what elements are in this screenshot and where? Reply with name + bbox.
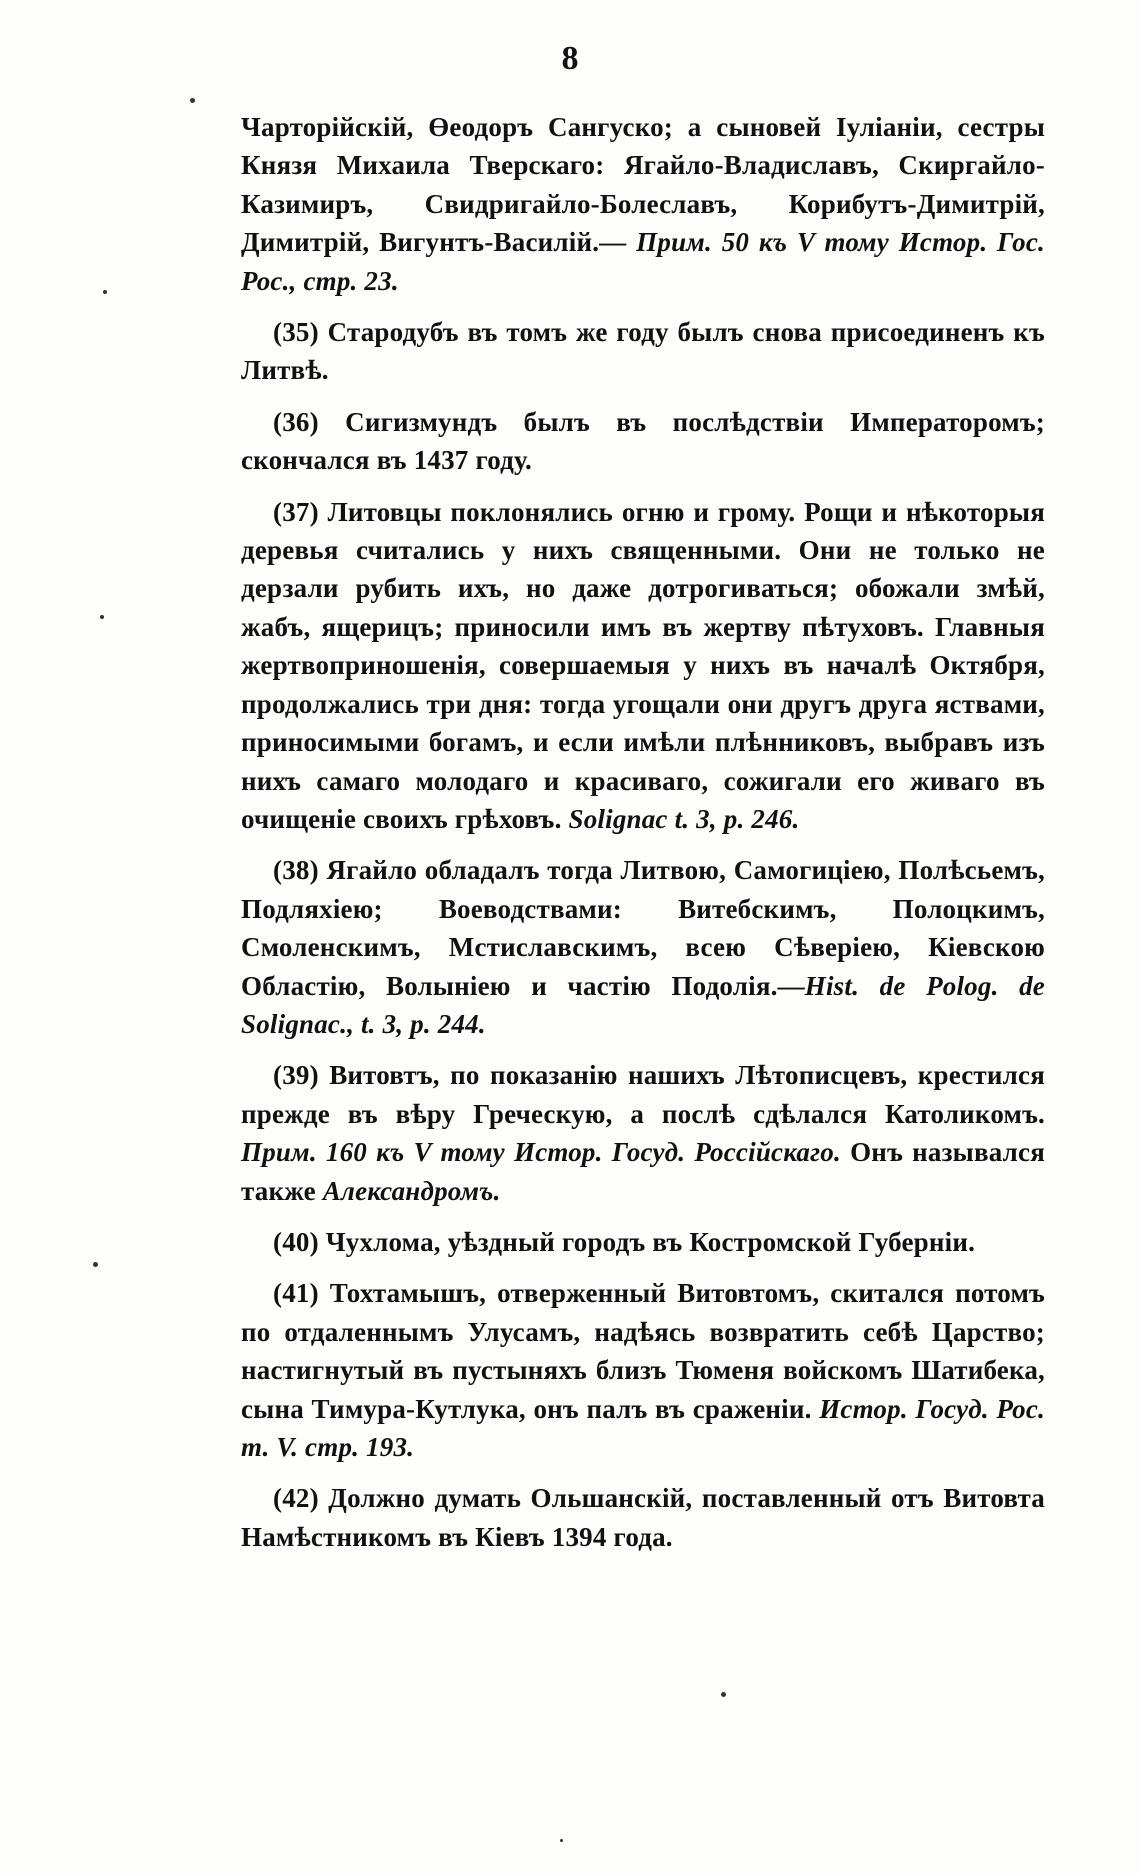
scan-speck	[721, 1692, 726, 1697]
note-citation: Истор. Госуд. Рос. т. V. стр. 193.	[241, 1393, 1045, 1462]
note-text: (40) Чухлома, уѣздный городъ въ Костромской Губерніи.	[273, 1226, 976, 1257]
note-citation: Прим. 160 къ V тому Истор. Госуд. Россійскаго.	[241, 1137, 841, 1168]
scan-speck	[560, 1839, 563, 1842]
footnotes-text	[241, 108, 1045, 1569]
note-text: (42) Должно думать Ольшанскій, поставленный отъ Витовта Намѣстникомъ въ Кіевъ 1394 года.	[241, 1483, 1045, 1552]
note-40	[241, 1223, 1045, 1261]
note-text: (38) Ягайло обладалъ тогда Литвою, Самогиціею, Полѣсьемъ, Подляхіею; Воеводствами: Витебскимъ, Полоцкимъ, Смоленскимъ, Мстиславскимъ, всею Сѣверіею, Кіевскою Областію, Волыніею и частію Подолія.—	[241, 855, 1045, 1001]
note-41	[241, 1274, 1045, 1466]
scan-speck	[100, 615, 104, 619]
note-text: (41) Тохтамышъ, отверженный Витовтомъ, скитался потомъ по отдаленнымъ Улусамъ, надѣясь возвратить себѣ Царство; настигнутый въ пустыняхъ близъ Тюменя войскомъ Шатибека, сына Тимура-Кутлука, онъ палъ въ сраженіи.	[241, 1278, 1045, 1424]
note-continuation	[241, 108, 1045, 300]
scan-speck	[103, 290, 107, 294]
note-35	[241, 313, 1045, 390]
note-text: (36) Сигизмундъ былъ въ послѣдствіи Императоромъ; скончался въ 1437 году.	[241, 406, 1045, 476]
note-text: Чарторійскій, Өеодоръ Сангуско; а сыновей Іуліаніи, сестры Князя Михаила Тверскаго: Ягайло-Владиславъ, Скиргайло-Казимиръ, Свидригайло-Болеславъ, Корибутъ-Димитрій, Димитрій, Вигунтъ-Василій.—	[241, 112, 1045, 258]
note-text: (37) Литовцы поклонялись огню и грому. Рощи и нѣкоторыя деревья считались у нихъ священными. Они не только не дерзали рубить ихъ, но даже дотрогиваться; обожали змѣй, жабъ, ящерицъ; приносили имъ въ жертву пѣтуховъ. Главныя жертвоприношенія, совершаемыя у нихъ въ началѣ Октября, продолжались три дня: тогда угощали они другъ друга яствами, приносимыми богамъ, и если имѣли плѣнниковъ, выбравъ изъ нихъ самаго молодаго и красиваго, сожигали его живаго въ очищеніе своихъ грѣховъ.	[241, 496, 1045, 834]
note-42	[241, 1479, 1045, 1556]
note-37	[241, 493, 1045, 839]
note-tail-citation: Александромъ.	[322, 1175, 501, 1206]
scan-speck	[190, 98, 195, 103]
note-36	[241, 403, 1045, 480]
note-38	[241, 851, 1045, 1043]
note-39	[241, 1056, 1045, 1210]
note-citation: Hist. de Polog. de Solignac., t. 3, p. 244.	[241, 970, 1045, 1039]
note-citation: Прим. 50 къ V тому Истор. Гос. Рос., стр. 23.	[241, 227, 1046, 296]
scan-speck	[93, 1262, 98, 1267]
note-text: (39) Витовтъ, по показанію нашихъ Лѣтописцевъ, крестился прежде въ вѣру Греческую, а послѣ сдѣлался Католикомъ.	[241, 1060, 1045, 1129]
note-citation: Solignac t. 3, p. 246.	[568, 803, 800, 834]
page-number: 8	[561, 40, 579, 77]
note-tail-text: Онъ назывался также	[241, 1137, 1045, 1206]
note-text: (35) Стародубъ въ томъ же году былъ снова присоединенъ къ Литвѣ.	[241, 317, 1045, 386]
